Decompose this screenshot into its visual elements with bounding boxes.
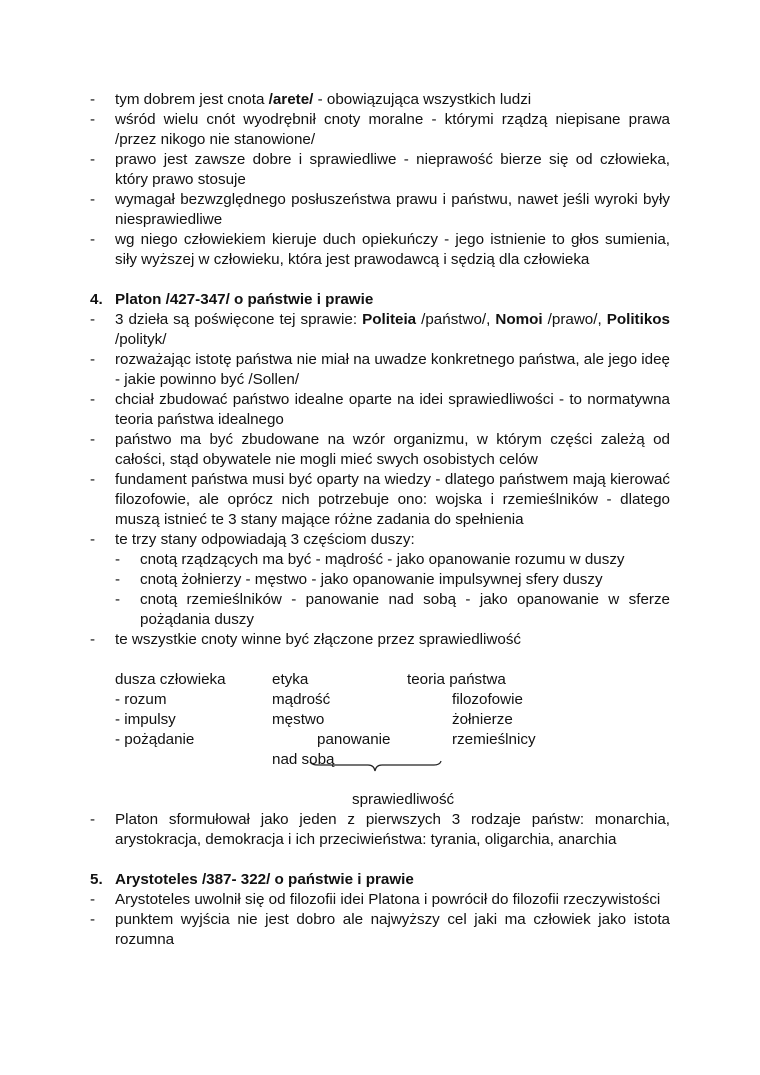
- list-item: - punktem wyjścia nie jest dobro ale najwyższy cel jaki ma człowiek jako istota rozumna: [90, 911, 670, 948]
- table-cell: - impulsy: [115, 711, 176, 728]
- list-item: - Arystoteles uwolnił się od filozofii idei Platona i powrócił do filozofii rzeczywistości: [90, 891, 661, 908]
- table-cell: - rozum: [115, 691, 167, 708]
- sub-list-item: - cnotą rządzących ma być - mądrość - jako opanowanie rozumu w duszy: [115, 551, 625, 568]
- document-page: [90, 90, 670, 950]
- table-cell: rzemieślnicy: [452, 731, 536, 748]
- list-item: - chciał zbudować państwo idealne oparte na idei sprawiedliwości - to normatywna teoria państwa idealnego: [90, 391, 670, 428]
- table-cell: filozofowie: [452, 691, 523, 708]
- list-item: - tym dobrem jest cnota /arete/ - obowiązująca wszystkich ludzi: [90, 91, 532, 108]
- list-item: - wg niego człowiekiem kieruje duch opiekuńczy - jego istnienie to głos sumienia, siły wyższej w człowieku, która jest prawodawcą i sędzią dla człowieka: [90, 231, 670, 268]
- table-header: teoria państwa: [407, 671, 506, 688]
- soul-state-table: [90, 670, 670, 810]
- list-item: - te trzy stany odpowiadają 3 częściom duszy:: [90, 531, 415, 548]
- section-heading: 4. Platon /427-347/ o państwie i prawie: [90, 291, 374, 308]
- sub-list-item: - cnotą rzemieślników - panowanie nad sobą - jako opanowanie w sferze pożądania duszy: [115, 591, 670, 628]
- list-item: - te wszystkie cnoty winne być złączone przez sprawiedliwość: [90, 631, 522, 648]
- list-item: - wśród wielu cnót wyodrębnił cnoty moralne - którymi rządzą niepisane prawa /przez nikogo nie stanowione/: [90, 111, 670, 148]
- table-result: sprawiedliwość: [352, 791, 455, 808]
- section-heading: 5. Arystoteles /387- 322/ o państwie i prawie: [90, 871, 414, 888]
- table-cell: mądrość: [272, 691, 331, 708]
- list-item: - rozważając istotę państwa nie miał na uwadze konkretnego państwa, ale jego ideę - jakie powinno być /Sollen/: [90, 351, 670, 388]
- list-item: - państwo ma być zbudowane na wzór organizmu, w którym części zależą od całości, stąd obywatele nie mogli mieć swych osobistych celów: [90, 431, 670, 468]
- table-cell: panowanie: [317, 731, 391, 748]
- list-item: - Platon sformułował jako jeden z pierwszych 3 rodzaje państw: monarchia, arystokracja, demokracja i ich przeciwieństwa: tyrania, oligarchia, anarchia: [90, 811, 670, 848]
- table-header: dusza człowieka: [115, 671, 226, 688]
- curly-brace-icon: [308, 760, 443, 774]
- table-cell: nad sobą: [272, 751, 335, 768]
- table-cell: męstwo: [272, 711, 325, 728]
- table-cell: - pożądanie: [115, 731, 195, 748]
- list-item: - fundament państwa musi być oparty na wiedzy - dlatego państwem mają kierować filozofowie, ale oprócz nich potrzebuje ono: wojska i rzemieślników - dlatego muszą istnieć te 3 stany mające różne zadania do spełnienia: [90, 471, 670, 528]
- table-header: etyka: [272, 671, 309, 688]
- list-item: - wymagał bezwzględnego posłuszeństwa prawu i państwu, nawet jeśli wyroki były niesprawiedliwe: [90, 191, 670, 228]
- sub-list-item: - cnotą żołnierzy - męstwo - jako opanowanie impulsywnej sfery duszy: [115, 571, 603, 588]
- list-item: - 3 dzieła są poświęcone tej sprawie: Politeia /państwo/, Nomoi /prawo/, Politikos /polityk/: [90, 311, 670, 348]
- list-item: - prawo jest zawsze dobre i sprawiedliwe - nieprawość bierze się od człowieka, który prawo stosuje: [90, 151, 670, 188]
- table-cell: żołnierze: [452, 711, 513, 728]
